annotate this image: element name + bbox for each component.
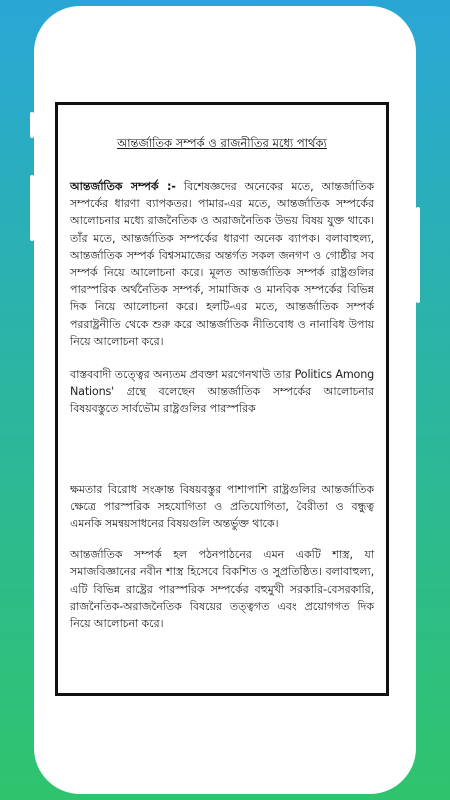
- paragraph-text: বিশেষজ্ঞদের অনেকের মতে, আন্তর্জাতিক সম্পর্কের ধারণা ব্যাপকতর। পামার-এর মতে, আন্তর্জাতিক সম্পর্কের আলোচনার মধ্যে রাজনৈতিক ও অরাজনৈতিক উভয় বিষয় যুক্ত থাকে। তাঁর মতে, আন্তর্জাতিক সম্পর্কের ধারণা অনেক ব্যাপক। বলাবাহুল্য, আন্তর্জাতিক সম্পর্ক বিশ্বসমাজের অন্তর্গত সকল জনগণ ও গোষ্ঠীর সব সম্পর্ক নিয়ে আলোচনা করে। মূলত আন্তর্জাতিক সম্পর্ক রাষ্ট্রগুলির পারস্পরিক অর্থনৈতিক সম্পর্ক, সামাজিক ও মানবিক সম্পর্কের বিভিন্ন দিক নিয়ে আলোচনা করে। হলটি-এর মতে, আন্তর্জাতিক সম্পর্ক পররাষ্ট্রনীতি থেকে শুরু করে আন্তর্জাতিক নীতিবোধ ও নানাবিধ উপায় নিয়ে আলোচনা করে।: [70, 180, 375, 348]
- document-title: আন্তর্জাতিক সম্পর্ক ও রাজনীতির মধ্যে পার্থক্য: [117, 136, 327, 150]
- document-page[interactable]: [55, 102, 389, 696]
- paragraph-term: আন্তর্জাতিক সম্পর্ক :-: [70, 180, 176, 193]
- paragraph-international-relations: [70, 178, 374, 350]
- power-button-frame: [416, 207, 420, 303]
- paragraph-power-conflict: ক্ষমতার বিরোধ সংক্রান্ত বিষয়বস্তুর পাশাপাশি রাষ্ট্রগুলির আন্তর্জাতিক ক্ষেত্রে পারস্পরিক সহযোগিতা ও প্রতিযোগিতা, বৈরীতা ও বন্ধুত্ব এমনকি সমন্বয়সাধনের বিষয়গুলি অন্তর্ভুক্ত থাকে।: [70, 482, 374, 531]
- paragraph-morgenthau: বাস্তববাদী তত্ত্বের অন্যতম প্রবক্তা মরগেনথাউ তার Politics Among Nations' গ্রন্থে বলেছেন আন্তর্জাতিক সম্পর্কের আলোচনার বিষয়বস্তুতে সার্বভৌম রাষ্ট্রগুলির পারস্পরিক: [70, 368, 374, 416]
- paragraph-discipline: আন্তর্জাতিক সম্পর্ক হল পঠনপাঠনের এমন একটি শাস্ত্র, যা সমাজবিজ্ঞানের নবীন শাস্ত্র হিসেবে বিকশিত ও সুপ্রতিষ্ঠিত। বলাবাহুল্য, এটি বিভিন্ন রাষ্ট্রের পারস্পরিক সম্পর্কের বহুমুখী সরকারি-বেসরকারি, রাজনৈতিক-অরাজনৈতিক বিষয়ের তত্ত্বগত এবং প্রয়োগগত দিক নিয়ে আলোচনা করে।: [70, 548, 374, 631]
